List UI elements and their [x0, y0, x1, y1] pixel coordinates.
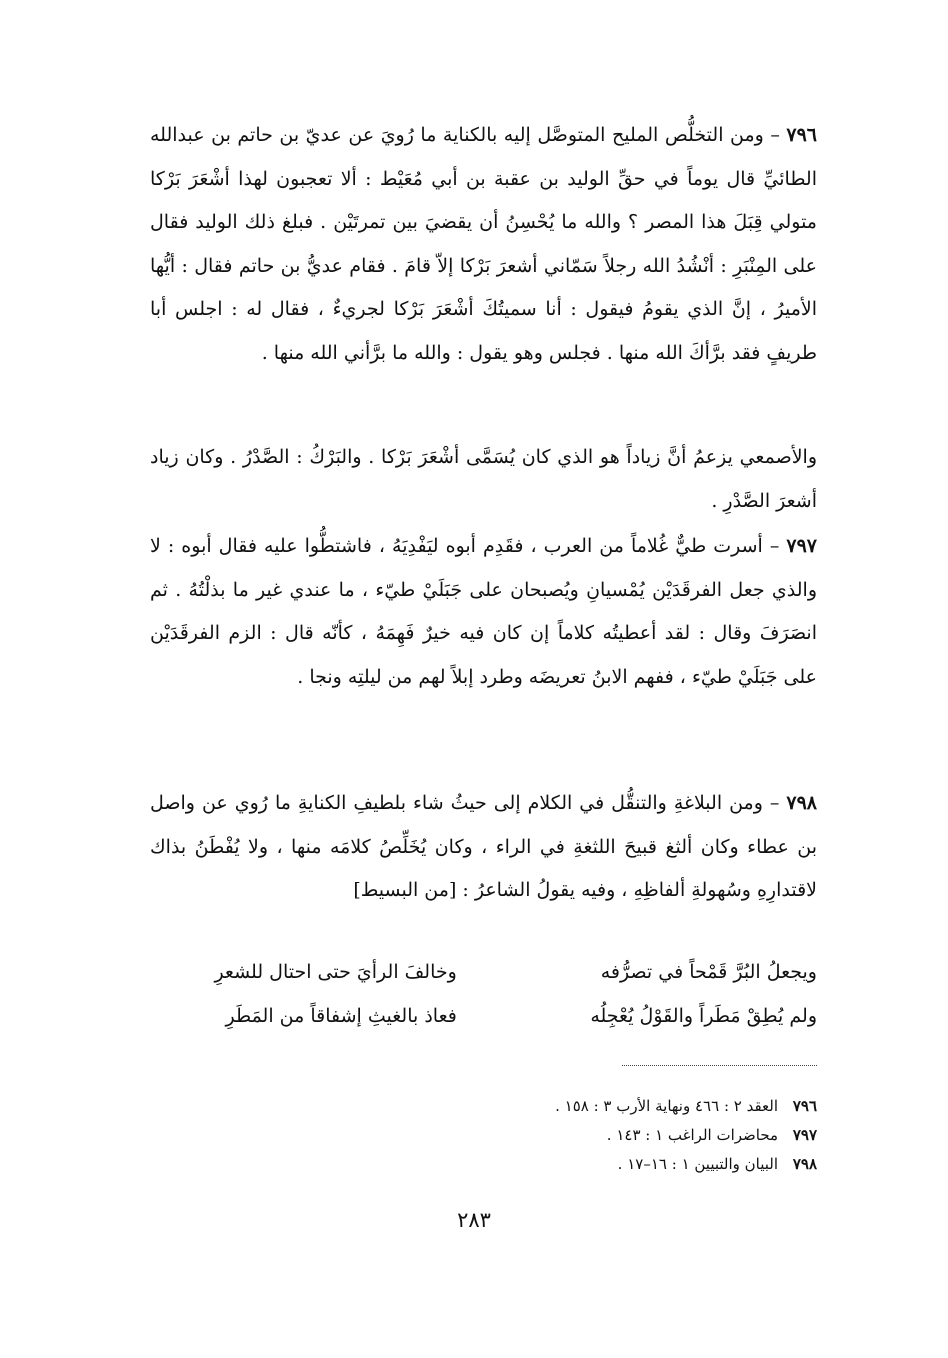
footnote-text: البيان والتبيين ١ : ١٦–١٧ .	[617, 1155, 779, 1173]
footnote-number: ٧٩٦	[792, 1097, 817, 1115]
paragraph-796	[150, 114, 817, 375]
paragraph-text: – ومن التخلُّص المليح المتوصَّل إليه بالكناية ما رُويَ عن عديّ بن حاتم بن عبدالله الطائيِّ قال يوماً في حقِّ الوليد بن عقبة بن أبي مُعَيْط : ألا تعجبون لهذا أشْعَرَ بَرْكا متولي قِبَلَ هذا المصر ؟ والله ما يُحْسِنُ أن يقضيَ بين تمرتَيْن . فبلغ ذلك الوليد فقال على المِنْبَرِ : أنْشُدُ الله رجلاً سَمّاني أشعرَ بَرْكا إلاّ قامَ . فقام عديُّ بن حاتم فقال : أيُّها الأميرُ ، إنَّ الذي يقومُ فيقول : أنا سميتُكَ أشْعَرَ بَرْكا لجريءٌ ، فقال له : اجلس أبا طريفٍ فقد برَّأكَ الله منها . فجلس وهو يقول : والله ما برَّأني الله منها .	[150, 124, 817, 364]
paragraph-text: والأصمعي يزعمُ أنَّ زياداً هو الذي كان يُسَمَّى أشْعَرَ بَرْكا . والبَرْكُ : الصَّدْرُ . وكان زياد أشعرَ الصَّدْرِ .	[150, 446, 817, 512]
verse-second-hemistich: وخالفَ الرأيَ حتى احتال للشعرِ	[214, 961, 457, 983]
paragraph-asmai	[150, 436, 817, 523]
page-number: ٢٨٣	[457, 1208, 491, 1232]
footnote-text: محاضرات الراغب ١ : ١٤٣ .	[606, 1126, 779, 1144]
footnote-text: العقد ٢ : ٤٦٦ ونهاية الأرب ٣ : ١٥٨ .	[555, 1097, 779, 1115]
entry-number: ٧٩٧	[786, 535, 817, 557]
paragraph-797	[150, 525, 817, 699]
entry-number: ٧٩٨	[786, 792, 817, 814]
paragraph-798	[150, 782, 817, 913]
verse-first-hemistich: ولم يُطِقْ مَطَراً والقَوْلُ يُعْجِلُه	[590, 1005, 817, 1027]
footnote	[300, 1121, 817, 1150]
footnote	[300, 1150, 817, 1179]
paragraph-text: – ومن البلاغةِ والتنقُّل في الكلام إلى حيثُ شاء بلطيفِ الكنايةِ ما رُوي عن واصل بن عطاء وكان ألثغ قبيحَ اللثغةِ في الراء ، وكان يُخَلِّصُ كلامَه منها ، ولا يُفْطَنُ بذاك لاقتدارِهِ وسُهولةِ ألفاظِهِ ، وفيه يقولُ الشاعرُ :	[150, 792, 817, 901]
footnote-number: ٧٩٧	[792, 1126, 817, 1144]
footnotes	[300, 1092, 817, 1179]
footnote-number: ٧٩٨	[792, 1155, 817, 1173]
paragraph-text: – أسرت طيٌّ غُلاماً من العرب ، فقَدِم أبوه ليَفْدِيَهُ ، فاشتطُّوا عليه فقال أبوه : لا والذي جعل الفرقَدَيْن يُمْسيانِ ويُصبحان على جَبَلَيْ طيّء ، ما عندي غير ما بذلْتُهُ . ثم انصَرَفَ وقال : لقد أعطيتُه كلاماً إن كان فيه خيرٌ فَهِمَهُ ، كأنّه قال : الزم الفرقَدَيْن على جَبَلَيْ طيّء ، ففهم الابنُ تعريضَه وطرد إبلاً لهم من ليلتِه ونجا .	[150, 535, 817, 688]
entry-number: ٧٩٦	[786, 124, 817, 146]
footnote	[300, 1092, 817, 1121]
verse-second-hemistich: فعاذ بالغيثِ إشفاقاً من المَطَرِ	[225, 1005, 457, 1027]
meter-label: [من البسيط]	[353, 879, 457, 901]
poem	[150, 950, 817, 1038]
verse-first-hemistich: ويجعلُ البُرَّ قَمْحاً في تصرُّفه	[600, 961, 817, 983]
poem-verse	[150, 994, 817, 1038]
footnote-separator	[622, 1065, 817, 1066]
poem-verse	[150, 950, 817, 994]
